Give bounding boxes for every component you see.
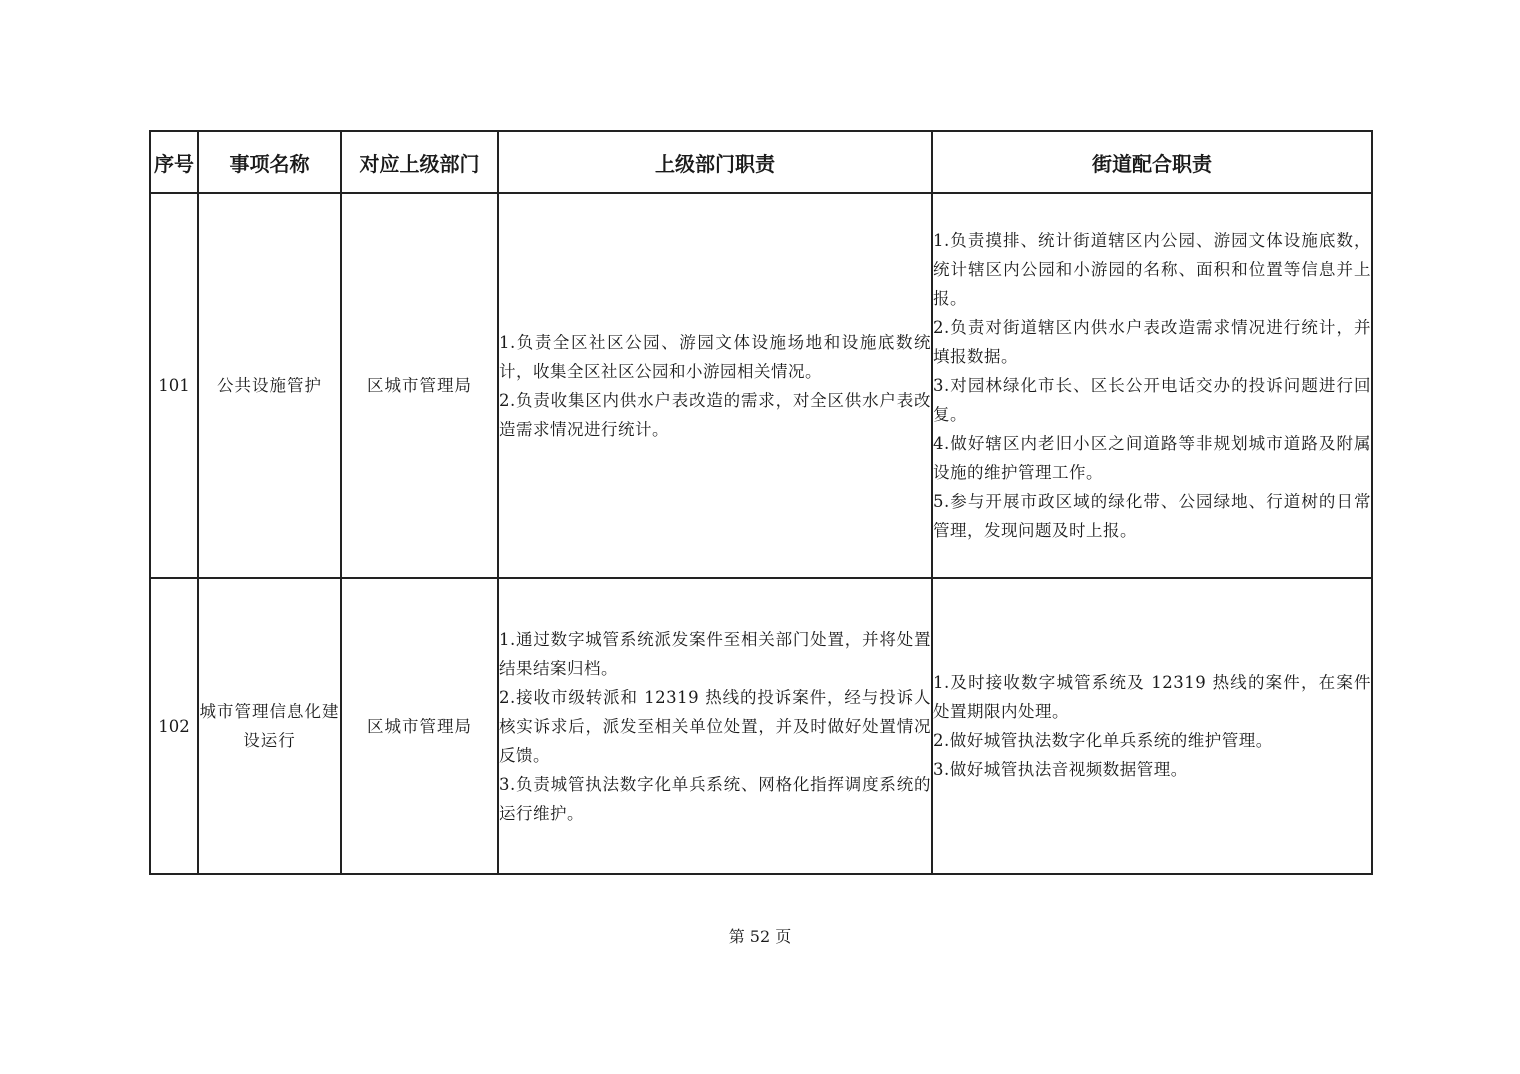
header-upper-duty: 上级部门职责	[498, 131, 932, 193]
row-item-name: 公共设施管护	[198, 193, 341, 578]
row-street-duty	[932, 193, 1372, 578]
duty-item: 3.负责城管执法数字化单兵系统、网格化指挥调度系统的运行维护。	[499, 774, 931, 823]
row-upper-dept: 区城市管理局	[341, 193, 498, 578]
header-item-name: 事项名称	[198, 131, 341, 193]
duty-item: 1.及时接收数字城管系统及 12319 热线的案件，在案件处置期限内处理。	[933, 673, 1371, 721]
duty-item: 3.做好城管执法音视频数据管理。	[933, 760, 1188, 779]
duty-table	[149, 130, 1373, 875]
duty-item: 4.做好辖区内老旧小区之间道路等非规划城市道路及附属设施的维护管理工作。	[933, 434, 1371, 482]
row-street-duty	[932, 578, 1372, 874]
row-seq: 101	[150, 193, 198, 578]
duty-item: 2.接收市级转派和 12319 热线的投诉案件，经与投诉人核实诉求后，派发至相关单位处置，并及时做好处置情况反馈。	[499, 687, 931, 765]
table-header-row	[150, 131, 1372, 193]
duty-item: 5.参与开展市政区域的绿化带、公园绿地、行道树的日常管理，发现问题及时上报。	[933, 492, 1371, 540]
duty-item: 2.负责收集区内供水户表改造的需求，对全区供水户表改造需求情况进行统计。	[499, 390, 931, 439]
header-upper-dept: 对应上级部门	[341, 131, 498, 193]
page-number: 第 52 页	[728, 927, 792, 946]
header-street-duty: 街道配合职责	[932, 131, 1372, 193]
duty-item: 1.负责全区社区公园、游园文体设施场地和设施底数统计，收集全区社区公园和小游园相关情况。	[499, 332, 931, 381]
duty-item: 1.通过数字城管系统派发案件至相关部门处置，并将处置结果结案归档。	[499, 629, 931, 678]
table-row	[150, 578, 1372, 874]
row-upper-duty	[498, 578, 932, 874]
duty-item: 3.对园林绿化市长、区长公开电话交办的投诉问题进行回复。	[933, 376, 1371, 424]
header-seq: 序号	[150, 131, 198, 193]
table-row	[150, 193, 1372, 578]
row-upper-duty	[498, 193, 932, 578]
duty-item: 2.做好城管执法数字化单兵系统的维护管理。	[933, 731, 1273, 750]
duty-item: 2.负责对街道辖区内供水户表改造需求情况进行统计，并填报数据。	[933, 318, 1371, 366]
row-upper-dept: 区城市管理局	[341, 578, 498, 874]
duty-item: 1.负责摸排、统计街道辖区内公园、游园文体设施底数，统计辖区内公园和小游园的名称、面积和位置等信息并上报。	[933, 231, 1371, 308]
row-item-name: 城市管理信息化建设运行	[198, 578, 341, 874]
row-seq: 102	[150, 578, 198, 874]
